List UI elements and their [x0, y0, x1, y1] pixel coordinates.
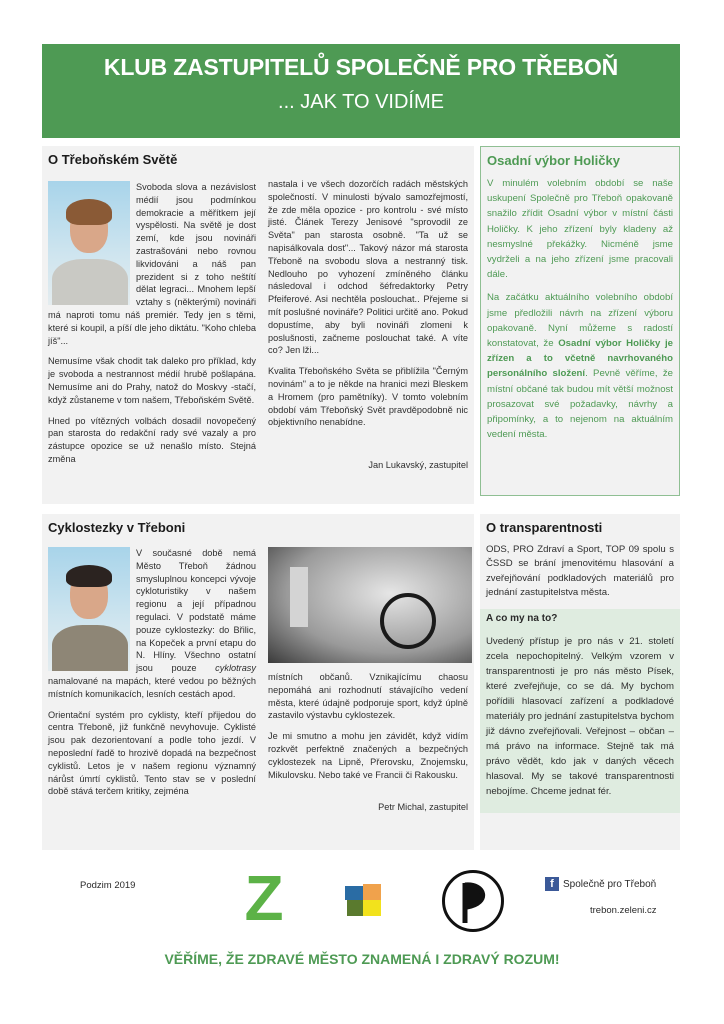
sidebar-transparentnost [480, 514, 680, 850]
paragraph: místních občanů. Vznikajícímu chaosu nepomáhá ani rozhodnutí stávajícího vedení města, které údajně podporuje sport, když úplně zastavilo výstavbu cyklostezek. [268, 672, 468, 721]
paragraph: Na začátku aktuálního volebního období jsme předložili návrh na zřízení výboru opakovaně. Nyní můžeme s radostí konstatovat, že Osadní výbor Holičky je zřízen a to včetně navrhovaného personálního složení. Pevně věříme, že místní občané tak budou mít větší možnost prosazovat své požadavky, návrhy a připomínky, a to nejenom na aktuálním vedení města. [487, 292, 674, 441]
facebook-link[interactable]: f Společně pro Třeboň [545, 877, 656, 891]
page-title: KLUB ZASTUPITELŮ SPOLEČNĚ PRO TŘEBOŇ [103, 54, 619, 80]
page-subtitle: ... JAK TO VIDÍME [278, 91, 444, 113]
paragraph: Svoboda slova a nezávislost médií jsou podmínkou demokracie a měřítkem její vyspělosti. Na světě je dost zemí, kde jsou novináři zastrašováni nebo rovnou likvidováni a náš pan prezident si z toho neštítí dělat legraci... Mnohem lepší vztahy s (některými) novináři má naproti tomu náš premiér. Tedy jen s těmi, které si koupil, a píší dle jeho diktátu. "Koho chleba jíš"... [48, 182, 256, 346]
sidebar-subtitle: A co my na to? [480, 609, 680, 628]
author-photo [48, 547, 130, 671]
sidebar-osadni-vybor [480, 146, 680, 496]
issue-date: Podzim 2019 [80, 880, 136, 891]
paragraph: Uvedený přístup je pro nás v 21. století zcela nepochopitelný. Velkým vzorem v transparentnosti je pro nás město Písek, které zveřejňuje, co se dá. My bychom pořídili hlasovací zařízení a podkladové materiály pro jednání zastupitelstva bychom již dávno zveřejňovali. Veřejnost – občan – má právo na informace. Stejně tak má právo vědět, kdo jak v daných věcech hlasoval. My se takové transparentnosti nebojíme. Chceme jednat fér. [486, 635, 674, 797]
paragraph: V současné době nemá Město Třeboň žádnou smysluplnou koncepci vývoje cykloturistiky v našem regionu a její případnou regulaci. V podstatě máme pouze cyklostezky: do Břilic, na Kopeček a první etapu do N. Hlíny. Všechno ostatní jsou pouze cyklotrasy namalované na mapách, které vedou po běžných místních komunikacích, lesních cestách apod. [48, 548, 256, 699]
paragraph: Orientační systém pro cyklisty, kteří přijedou do centra Třeboně, již funkčně nevyhovuje. Cyklisté jsou pak dezorientovaní a podle toho jezdí. V neposlední řadě to hrozivě dopadá na bezpečnost cyklistů. Letos je v našem regionu významný nárůst úmrtí cyklistů. Tento stav se v poslední době stává terčem kritiky, zejména [48, 709, 256, 797]
facebook-icon: f [545, 877, 559, 891]
website-link[interactable]: trebon.zeleni.cz [590, 905, 657, 916]
article-column-left [48, 181, 256, 474]
sidebar-title: Osadní výbor Holičky [487, 153, 620, 168]
bicycle-photo [268, 547, 472, 663]
paragraph: nastala i ve všech dozorčích radách městských společností. V minulosti bývalo samozřejmostí, že zde měla opozice - pro kontrolu - své místo jisté. Článek Terezy Jenisové "sprovodil ze Světa" pan starosta osobně. "Ta už se napisálkovala dost"... Takový názor má starosta Třeboně na svobodu slova a nestranný tisk. Nedlouho po vyhození zmíněného článku následoval i odchod šéfredaktorky Petry Pfeiferové. Asi nechtěla poslouchat.. Přejeme si mít poslušné novináře? Politici určitě ano. Pokud dopustíme, aby byli novináři zlomeni k poslušnosti, začneme poslouchat také. A víte co? Jen lži... [268, 179, 468, 356]
paragraph: Nemusíme však chodit tak daleko pro příklad, kdy je svoboda a nestrannost médií hrubě pošlapána. Nemusíme ani do Prahy, natož do Moskvy -stačí, když zůstaneme v tom našem, Třeboňském Světě. [48, 356, 256, 405]
paragraph: ODS, PRO Zdraví a Sport, TOP 09 spolu s ČSSD se brání jmenovitému hlasování a zveřejňování podkladových materiálů pro jednání zastupitelstva města. [486, 544, 674, 599]
author-signature: Petr Michal, zastupitel [378, 802, 468, 813]
article-cyklostezky [42, 514, 474, 850]
article-trebonsky-svet [42, 146, 474, 504]
article-column-right [268, 547, 468, 814]
green-party-logo: Z [244, 862, 284, 934]
paragraph: Hned po vítězných volbách dosadil novopečený pan starosta do redakční rady své vazaly a pro zástupce opozice se už nenašlo místo. Stejná změna [48, 415, 256, 464]
article-column-right [268, 178, 468, 474]
paragraph: V minulém volebním období se naše uskupení Společně pro Třeboň opakovaně snažilo zřídit Osadní výbor v místní části Holičky. K jeho zřízení byly kladeny až nesmyslné překážky. Nicméně jsme vydrželi a na jeho zřízení jsme pracovali dále. [487, 178, 673, 281]
slogan: VĚŘÍME, ŽE ZDRAVÉ MĚSTO ZNAMENÁ I ZDRAVÝ ROZUM! [164, 951, 560, 967]
pirate-party-logo [442, 870, 504, 932]
paragraph: Je mi smutno a mohu jen závidět, když vidím rozkvět perfektně značených a bezpečných cyklostezek na Lipně, Přerovsku, Znojemsku, Mikulovsku. Nebo také ve Francii či Rakousku. [268, 731, 468, 780]
paragraph: Kvalita Třeboňského Světa se přiblížila "Černým novinám" a to je někde na hranici mezi Bleskem a Hromem (pro pamětníky). V tomto volebním období vám Třeboňský Svět pravděpodobně nic objektivního nenabídne. [268, 366, 468, 428]
sidebar-title: O transparentnosti [486, 520, 603, 535]
author-photo [48, 181, 130, 305]
article-title: Cyklostezky v Třeboni [48, 520, 186, 535]
article-column-left [48, 547, 256, 814]
puzzle-logo [335, 872, 393, 928]
article-title: O Třeboňském Světě [48, 152, 178, 167]
header-banner [42, 44, 680, 138]
author-signature: Jan Lukavský, zastupitel [368, 460, 468, 471]
